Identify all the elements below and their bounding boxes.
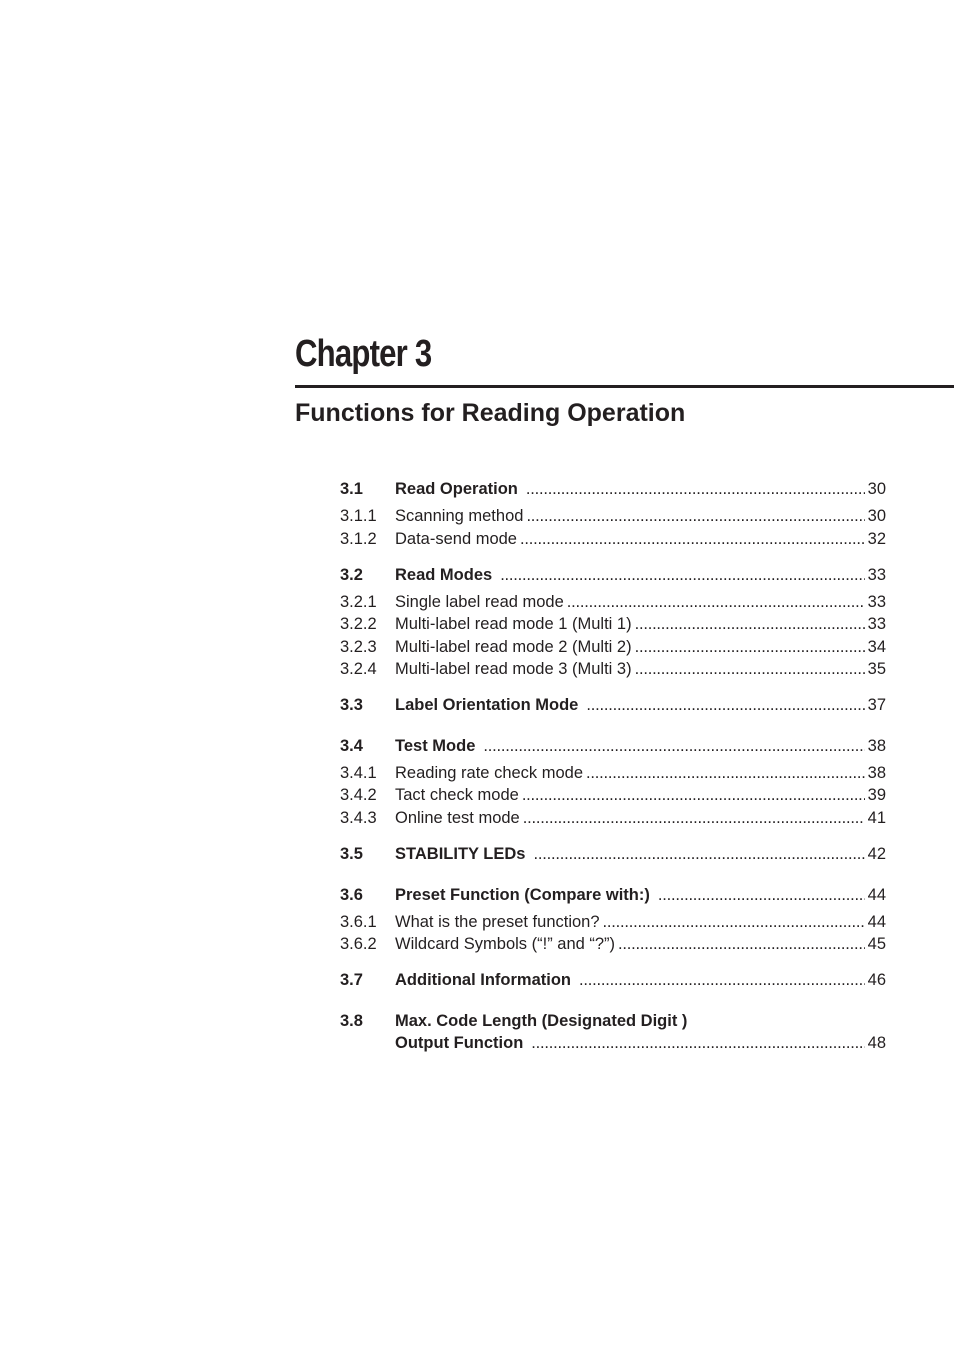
chapter-title: Chapter 3 bbox=[295, 333, 432, 375]
toc-entry-title: Tact check mode bbox=[395, 786, 519, 804]
toc-entry-number: 3.1.1 bbox=[340, 507, 377, 525]
dot-leader bbox=[658, 884, 865, 906]
dot-leader bbox=[603, 911, 865, 933]
toc-entry-3-8[interactable] bbox=[340, 1032, 886, 1054]
toc-entry-3-4[interactable] bbox=[340, 735, 886, 757]
toc-entry-page: 44 bbox=[867, 913, 886, 931]
toc-entry-number: 3.3 bbox=[340, 696, 363, 714]
toc-entry-title: Data-send mode bbox=[395, 530, 517, 548]
dot-leader bbox=[520, 528, 865, 550]
dot-leader bbox=[586, 762, 865, 784]
dot-leader bbox=[526, 478, 865, 500]
toc-entry-page: 41 bbox=[867, 809, 886, 827]
toc-entry-number: 3.6.2 bbox=[340, 935, 377, 953]
toc-entry-number: 3.2.2 bbox=[340, 615, 377, 633]
toc-entry-page: 33 bbox=[867, 615, 886, 633]
toc-entry-3-4-3[interactable] bbox=[340, 807, 886, 829]
toc-entry-title: Multi-label read mode 3 (Multi 3) bbox=[395, 660, 632, 678]
toc-entry-page: 32 bbox=[867, 530, 886, 548]
toc-entry-page: 46 bbox=[867, 971, 886, 989]
toc-entry-3-4-1[interactable] bbox=[340, 762, 886, 784]
toc-entry-title: Scanning method bbox=[395, 507, 524, 525]
toc-entry-title: Read Operation bbox=[395, 480, 518, 498]
toc-entry-3-3[interactable] bbox=[340, 694, 886, 716]
toc-entry-title: Test Mode bbox=[395, 737, 476, 755]
toc-entry-3-1[interactable] bbox=[340, 478, 886, 500]
dot-leader bbox=[618, 933, 865, 955]
toc-entry-title: STABILITY LEDs bbox=[395, 845, 526, 863]
toc-entry-title: Output Function bbox=[395, 1034, 524, 1052]
toc-entry-page: 44 bbox=[867, 886, 886, 904]
toc-entry-title: Single label read mode bbox=[395, 593, 564, 611]
dot-leader bbox=[531, 1032, 864, 1054]
toc-entry-page: 38 bbox=[867, 737, 886, 755]
toc-entry-3-2-3[interactable] bbox=[340, 636, 886, 658]
dot-leader bbox=[534, 843, 865, 865]
toc-entry-title: Read Modes bbox=[395, 566, 493, 584]
toc-entry-title: Multi-label read mode 2 (Multi 2) bbox=[395, 638, 632, 656]
toc-entry-page: 34 bbox=[867, 638, 886, 656]
toc-entry-page: 33 bbox=[867, 566, 886, 584]
toc-entry-3-7[interactable] bbox=[340, 969, 886, 991]
toc-entry-title: Multi-label read mode 1 (Multi 1) bbox=[395, 615, 632, 633]
dot-leader bbox=[522, 784, 865, 806]
dot-leader bbox=[635, 613, 865, 635]
toc-entry-page: 45 bbox=[867, 935, 886, 953]
dot-leader bbox=[526, 505, 864, 527]
toc-entry-3-6-1[interactable] bbox=[340, 911, 886, 933]
toc-entry-page: 39 bbox=[867, 786, 886, 804]
toc-entry-3-2-4[interactable] bbox=[340, 658, 886, 680]
dot-leader bbox=[567, 591, 865, 613]
toc-entry-page: 33 bbox=[867, 593, 886, 611]
toc-entry-number: 3.4.2 bbox=[340, 786, 377, 804]
toc-entry-title: Wildcard Symbols (“!” and “?”) bbox=[395, 935, 616, 953]
toc-entry-3-5[interactable] bbox=[340, 843, 886, 865]
toc-entry-3-6[interactable] bbox=[340, 884, 886, 906]
toc-entry-number: 3.2.4 bbox=[340, 660, 377, 678]
toc-entry-3-2[interactable] bbox=[340, 564, 886, 586]
toc-entry-number: 3.2 bbox=[340, 566, 363, 584]
toc-entry-3-2-1[interactable] bbox=[340, 591, 886, 613]
toc-entry-number: 3.5 bbox=[340, 845, 363, 863]
toc-entry-page: 37 bbox=[867, 696, 886, 714]
toc-entry-number: 3.4 bbox=[340, 737, 363, 755]
dot-leader bbox=[500, 564, 864, 586]
toc-entry-page: 30 bbox=[867, 480, 886, 498]
dot-leader bbox=[579, 969, 865, 991]
dot-leader bbox=[586, 694, 864, 716]
toc-entry-title: Label Orientation Mode bbox=[395, 696, 579, 714]
chapter-title-rule bbox=[295, 385, 954, 388]
toc-entry-number: 3.2.1 bbox=[340, 593, 377, 611]
toc-entry-3-1-1[interactable] bbox=[340, 505, 886, 527]
toc-entry-3-4-2[interactable] bbox=[340, 784, 886, 806]
dot-leader bbox=[635, 658, 865, 680]
toc-entry-title: Additional Information bbox=[395, 971, 571, 989]
toc-entry-page: 35 bbox=[867, 660, 886, 678]
toc-entry-3-1-2[interactable] bbox=[340, 528, 886, 550]
toc-entry-number: 3.6.1 bbox=[340, 913, 377, 931]
toc-entry-3-2-2[interactable] bbox=[340, 613, 886, 635]
toc-entry-page: 30 bbox=[867, 507, 886, 525]
dot-leader bbox=[483, 735, 864, 757]
toc-entry-number: 3.1.2 bbox=[340, 530, 377, 548]
toc-entry-title: Online test mode bbox=[395, 809, 520, 827]
toc-entry-number: 3.2.3 bbox=[340, 638, 377, 656]
toc-entry-page: 38 bbox=[867, 764, 886, 782]
dot-leader bbox=[635, 636, 865, 658]
toc-entry-page: 42 bbox=[867, 845, 886, 863]
toc-entry-3-6-2[interactable] bbox=[340, 933, 886, 955]
toc-entry-title: What is the preset function? bbox=[395, 913, 600, 931]
toc-entry-number: 3.6 bbox=[340, 886, 363, 904]
toc-entry-3-8-heading[interactable] bbox=[340, 1010, 886, 1032]
chapter-subtitle: Functions for Reading Operation bbox=[295, 399, 686, 427]
toc-entry-page: 48 bbox=[867, 1034, 886, 1052]
toc-entry-number: 3.7 bbox=[340, 971, 363, 989]
dot-leader bbox=[523, 807, 865, 829]
toc-entry-number: 3.8 bbox=[340, 1012, 363, 1030]
toc-entry-title: Reading rate check mode bbox=[395, 764, 584, 782]
toc-entry-title: Preset Function (Compare with:) bbox=[395, 886, 650, 904]
toc-entry-number: 3.4.1 bbox=[340, 764, 377, 782]
toc-entry-number: 3.4.3 bbox=[340, 809, 377, 827]
toc-entry-title-line1: Max. Code Length (Designated Digit ) bbox=[395, 1012, 688, 1030]
toc-entry-number: 3.1 bbox=[340, 480, 363, 498]
